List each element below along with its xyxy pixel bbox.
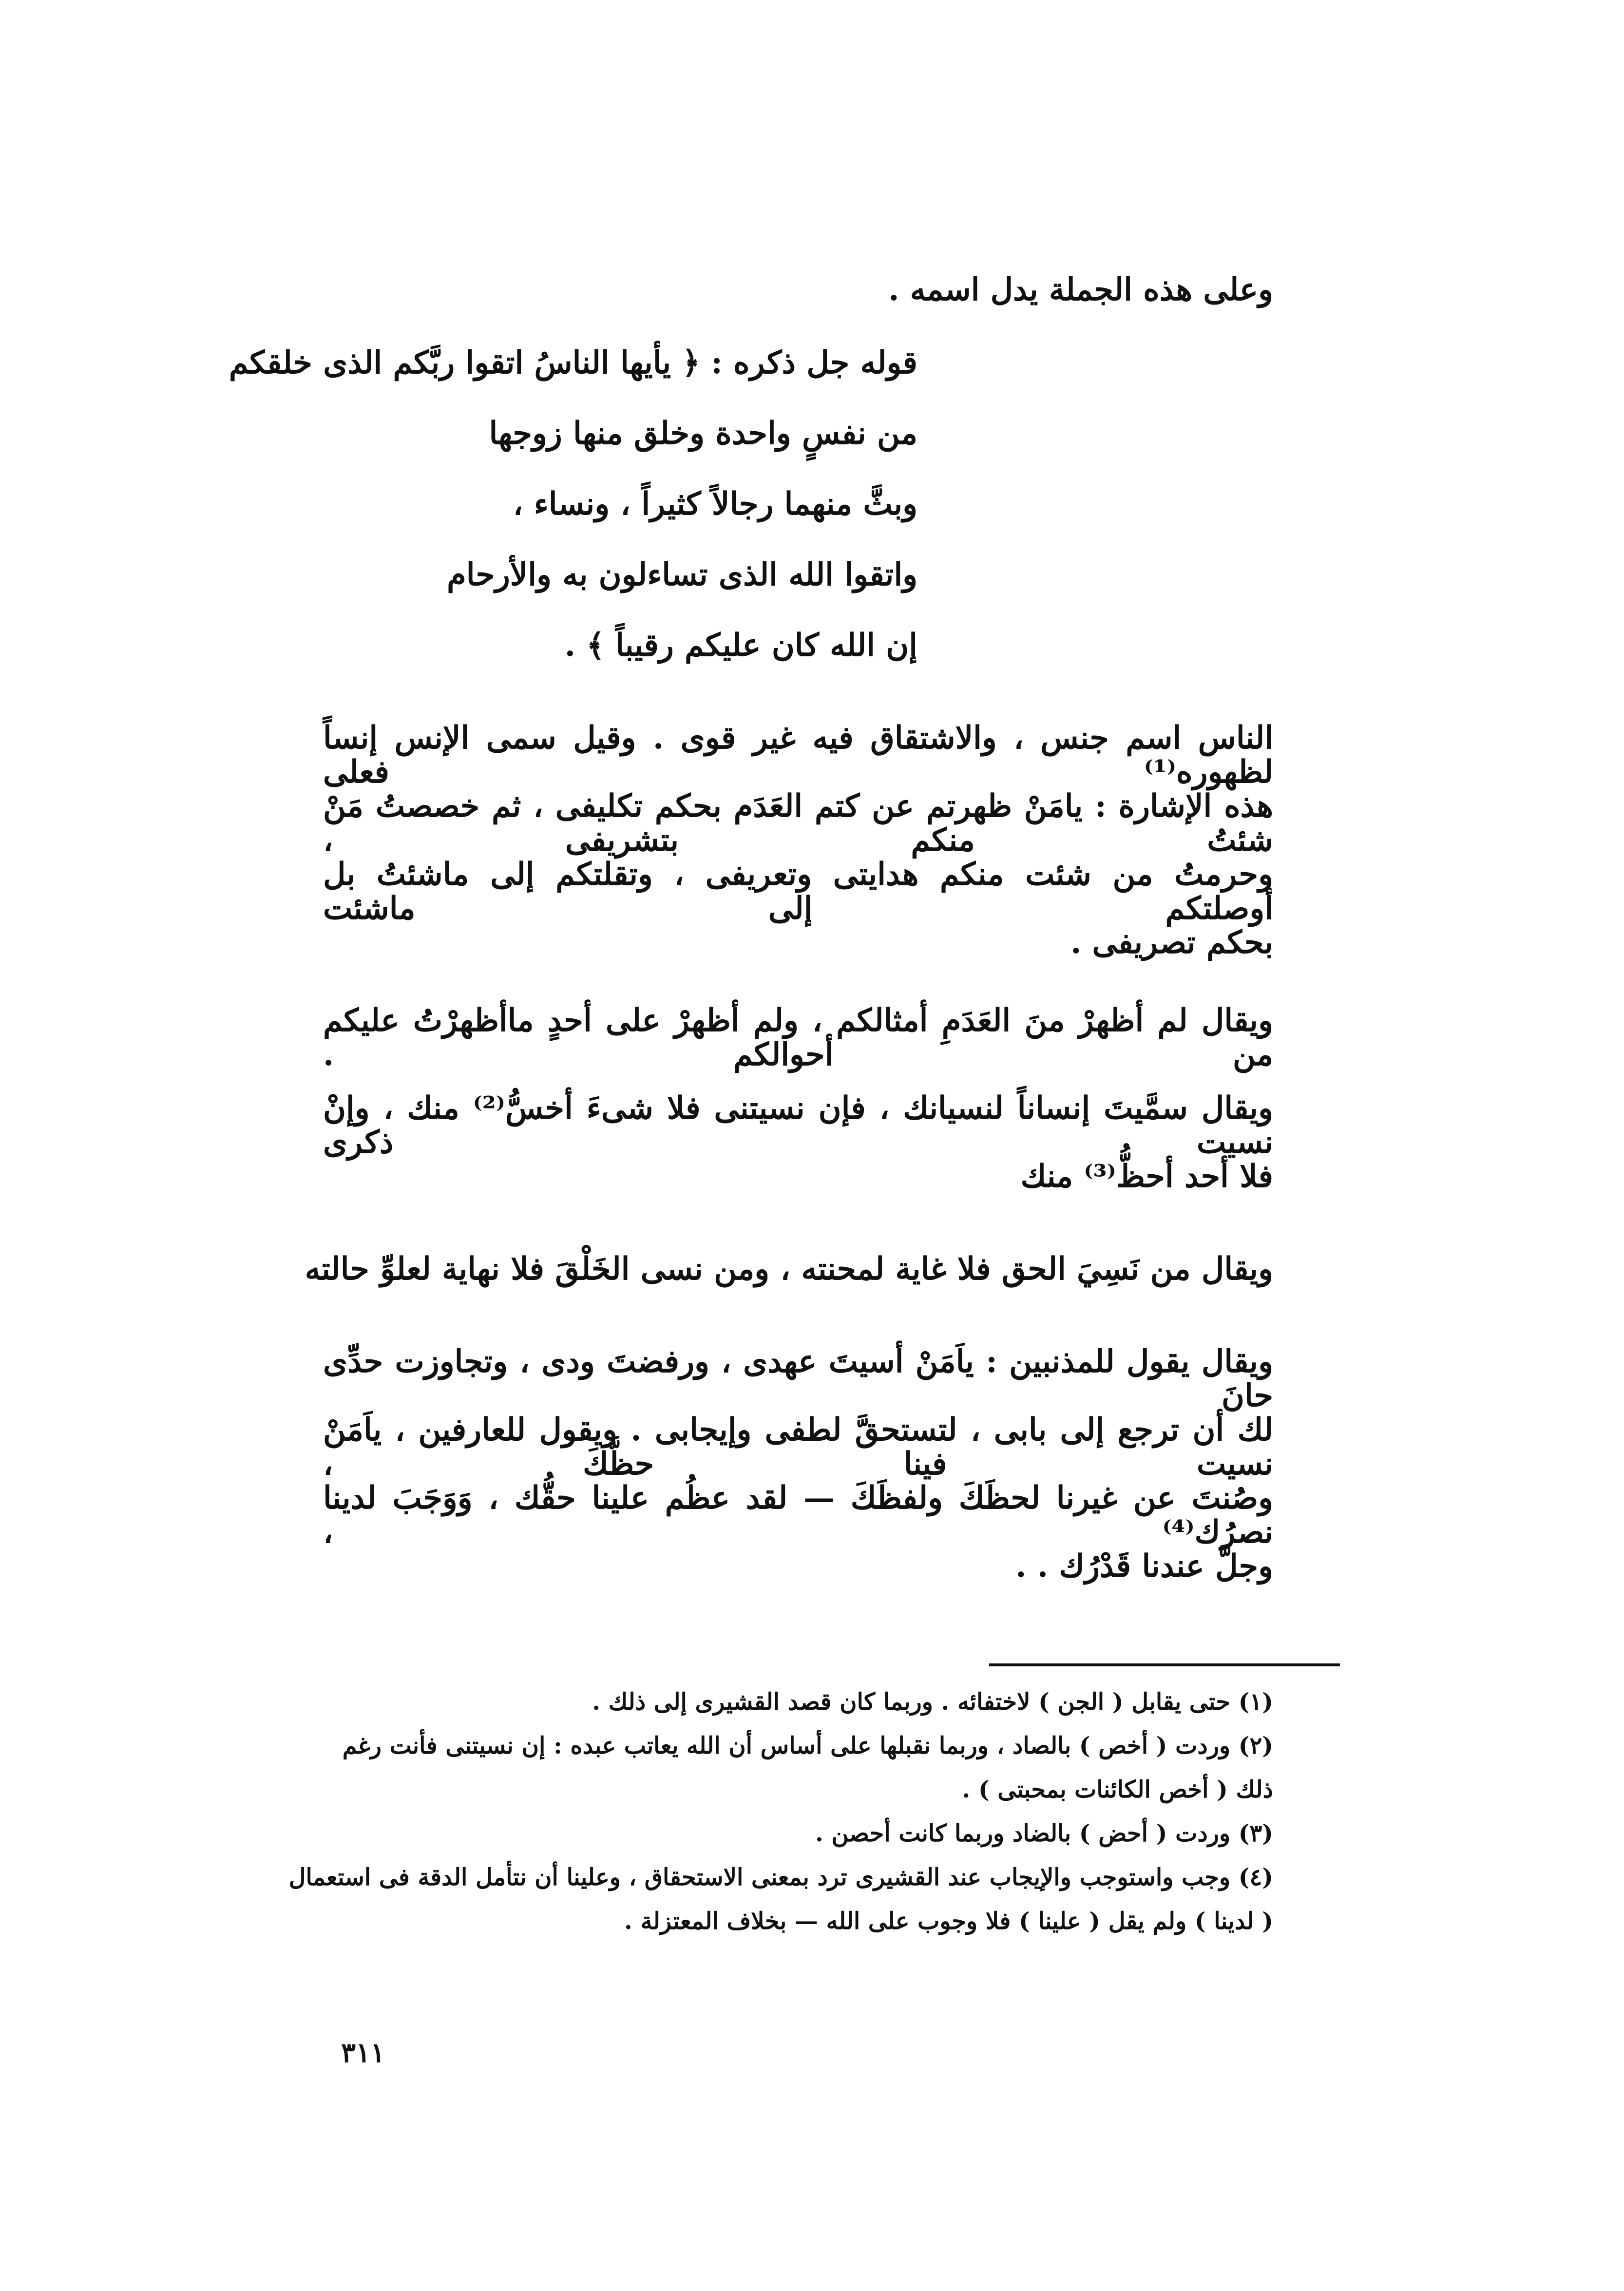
paragraph-5-line-4: وجلَّ عندنا قَدْرُك . . [1015, 1548, 1273, 1585]
paragraph-2: ويقال لم أظهرْ منَ العَدَمِ أمثالكم ، ولم أظهرْ على أحدٍ ماأظهرْتُ عليكم من أحوالكم . [323, 1002, 1273, 1073]
paragraph-4: ويقال من نَسِيَ الحق فلا غاية لمحنته ، ومن نسى الخَلْقَ فلا نهاية لعلوِّ حالته [305, 1251, 1273, 1287]
quran-verse-line-2: من نفسٍ واحدة وخلق منها زوجها [489, 415, 917, 452]
quran-verse-line-4: واتقوا الله الذى تساءلون به والأرحام [447, 556, 917, 593]
footnote-2-line-1: (٢) وردت ( أخص ) بالصاد ، وربما نقبلها على أساس أن الله يعاتب عبده : إن نسيتنى فأنت رغم [342, 1732, 1273, 1759]
footnote-1: (١) حتى يقابل ( الجن ) لاختفائه . وربما كان قصد القشيرى إلى ذلك . [592, 1688, 1273, 1716]
paragraph-3-line-1: ويقال سمَّيتَ إنساناً لنسيانك ، فإن نسيتنى فلا شىءَ أخسُّ⁽²⁾ منك ، وإنْ نسيت ذكرى [323, 1090, 1274, 1161]
footnote-2-line-2: ذلك ( أخص الكائنات بمحبتى ) . [962, 1776, 1273, 1803]
paragraph-5-line-3: وصُنتَ عن غيرنا لحظَكَ ولفظَكَ — لقد عظُم علينا حقُّك ، وَوَجَبَ لدينا نصرُك⁽⁴⁾ ، [323, 1480, 1273, 1551]
paragraph-1-line-3: وحرمتُ من شئت منكم هدايتى وتعريفى ، وتقلتكم إلى ماشئتُ بل أوصلتكم إلى ماشئت [323, 856, 1273, 927]
footnote-4-line-2: ( لدينا ) ولم يقل ( علينا ) فلا وجوب على الله — بخلاف المعتزلة . [624, 1908, 1273, 1935]
quran-verse-line-5: إن الله كان عليكم رقيباً ﴾ . [564, 627, 917, 664]
quran-verse-line-1: قوله جل ذكره : ﴿ يأيها الناسُ اتقوا ربَّكم الذى خلقكم [229, 344, 917, 381]
paragraph-3-line-2: فلا أحد أحظُّ⁽³⁾ منك [1020, 1158, 1273, 1195]
paragraph-1-line-2: هذه الإشارة : يامَنْ ظهرتم عن كتم العَدَم بحكم تكليفى ، ثم خصصتُ مَنْ شئتُ منكم بتشريفى ، [323, 788, 1273, 859]
paragraph-1-line-4: بحكم تصريفى . [1070, 924, 1273, 961]
page-number: ٣١١ [341, 2037, 385, 2069]
quran-verse-line-3: وبثَّ منهما رجالاً كثيراً ، ونساء ، [513, 486, 917, 522]
footnote-4-line-1: (٤) وجب واستوجب والإيجاب عند القشيرى ترد بمعنى الاستحقاق ، وعلينا أن نتأمل الدقة فى استعمال [288, 1864, 1273, 1891]
footnote-3: (٣) وردت ( أحض ) بالضاد وربما كانت أحصن . [815, 1820, 1273, 1847]
intro-line: وعلى هذه الجملة يدل اسمه . [888, 271, 1273, 308]
paragraph-5-line-1: ويقال يقول للمذنبين : ياَمَنْ أسيتَ عهدى ، ورفضتَ ودى ، وتجاوزت حدِّى حانَ [323, 1343, 1273, 1414]
footnote-separator [989, 1663, 1340, 1666]
paragraph-1-line-1: الناس اسم جنس ، والاشتقاق فيه غير قوى . وقيل سمى الإنس إنساً لظهوره⁽¹⁾ فعلى [323, 720, 1273, 791]
paragraph-5-line-2: لك أن ترجع إلى بابى ، لتستحقَّ لطفى وإيجابى . ويقول للعارفين ، ياَمَنْ نسيت فينا حظَّكَ ، [323, 1412, 1274, 1483]
